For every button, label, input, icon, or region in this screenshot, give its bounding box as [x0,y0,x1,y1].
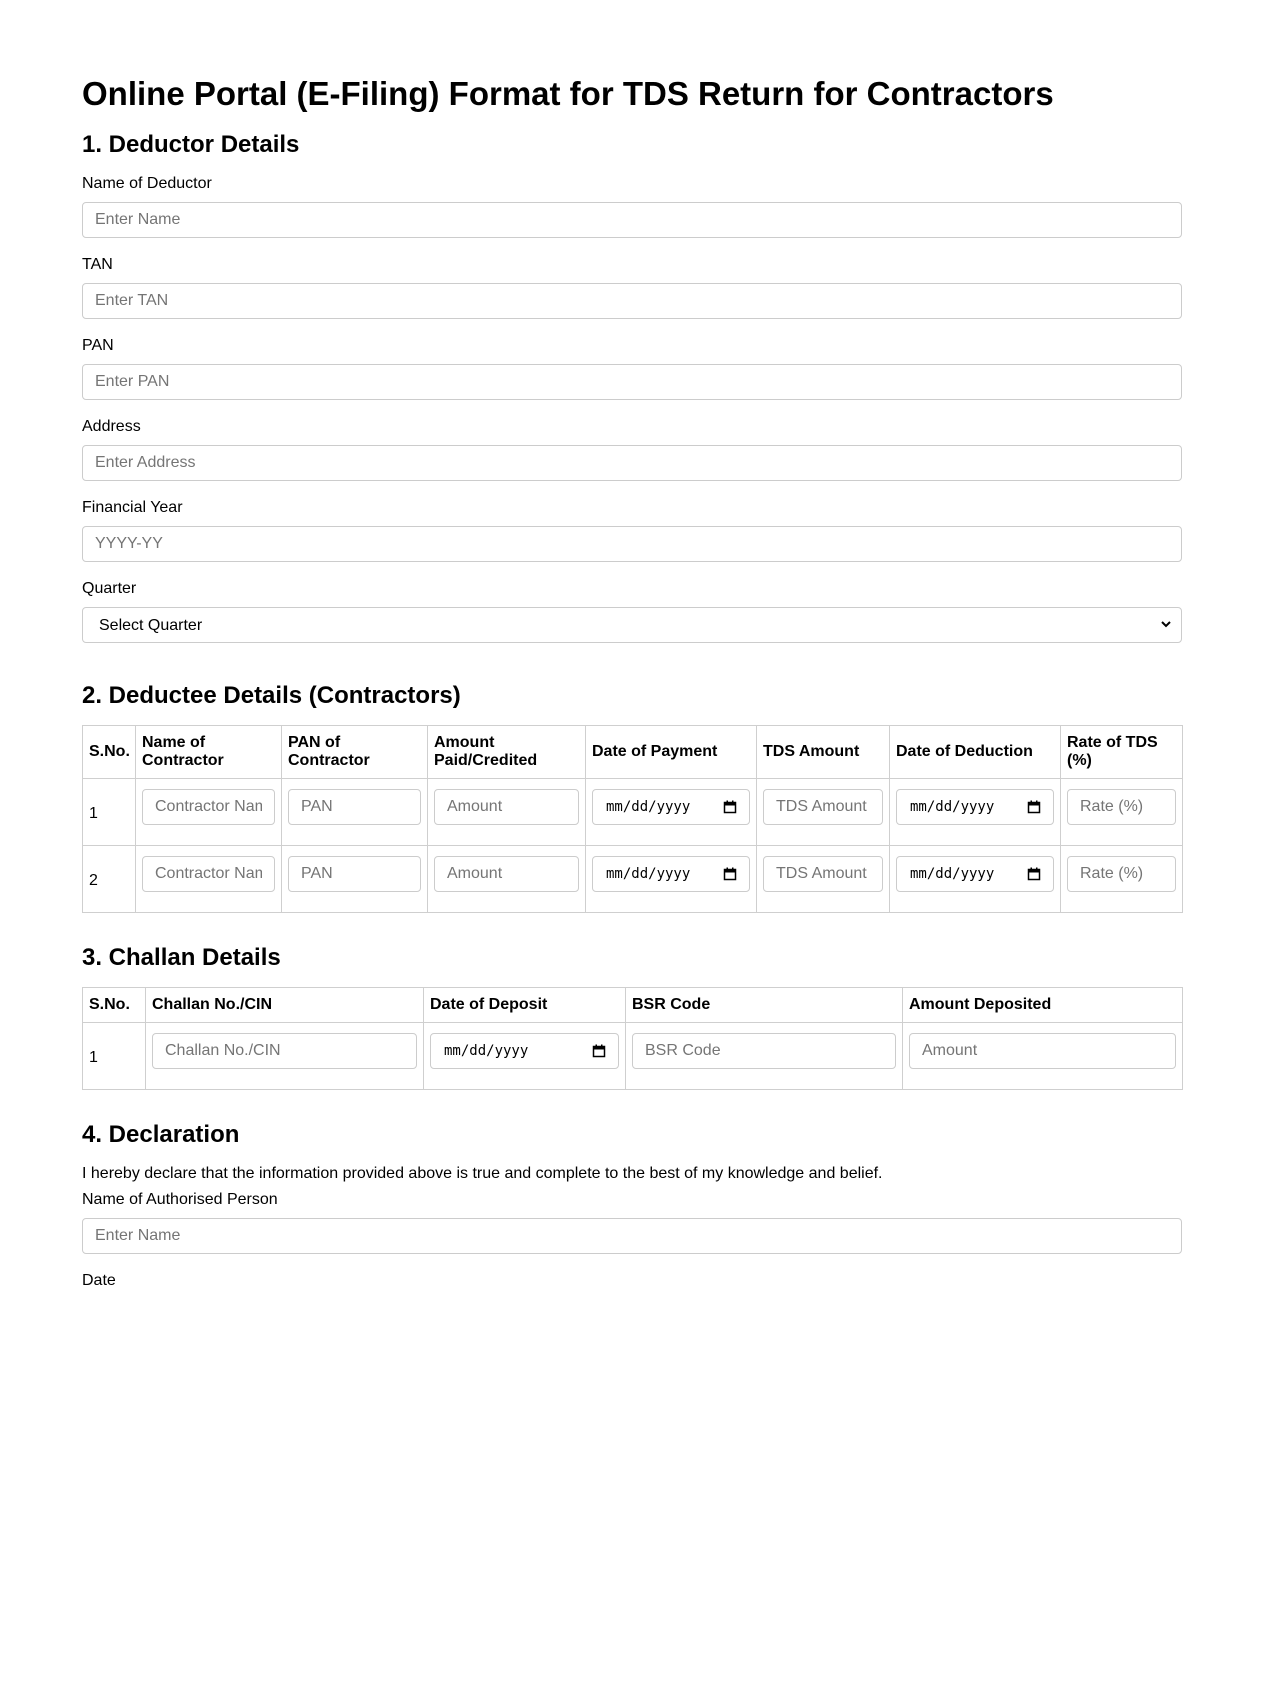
column-header: Date of Deposit [424,988,626,1023]
cell [1061,779,1183,846]
calendar-icon[interactable] [723,800,737,814]
cell [282,846,428,913]
challan-heading: 3. Challan Details [82,944,281,971]
address-label: Address [82,418,141,435]
challan-header-row [83,988,1183,1023]
deductor-section [82,130,1181,643]
deductor-name-input[interactable] [82,202,1182,238]
date-of-payment-input[interactable] [592,789,750,825]
declaration-section [82,1120,1181,1291]
deductor-name-label: Name of Deductor [82,175,212,192]
challan-table [82,987,1183,1090]
tan-field [82,255,1181,319]
table-row [83,779,1183,846]
column-header: S.No. [83,726,136,779]
column-header: Name of Contractor [136,726,282,779]
cell [136,779,282,846]
row-number: 1 [83,1023,146,1090]
cell [1061,846,1183,913]
pan-field [82,336,1181,400]
date-of-deduction-input[interactable] [896,856,1054,892]
contractor-name-input[interactable] [142,856,275,892]
declaration-heading: 4. Declaration [82,1121,240,1148]
cell [890,846,1061,913]
column-header: S.No. [83,988,146,1023]
deductee-section [82,681,1181,913]
calendar-icon[interactable] [592,1044,606,1058]
cell [757,779,890,846]
amount-paid-input[interactable] [434,789,579,825]
authorised-person-label: Name of Authorised Person [82,1191,278,1208]
cell [146,1023,424,1090]
column-header: Challan No./CIN [146,988,424,1023]
calendar-icon[interactable] [1027,800,1041,814]
column-header: Date of Deduction [890,726,1061,779]
financial-year-input[interactable] [82,526,1182,562]
rate-input[interactable] [1067,789,1176,825]
date-placeholder: mm/dd/yyyy [910,799,995,815]
quarter-select-wrap [82,607,1182,643]
tan-label: TAN [82,256,113,273]
authorised-person-field [82,1190,1181,1254]
tan-input[interactable] [82,283,1182,319]
deductor-heading: 1. Deductor Details [82,131,300,158]
cell [757,846,890,913]
cell [136,846,282,913]
quarter-label: Quarter [82,580,137,597]
declaration-date-label: Date [82,1272,116,1289]
date-of-deduction-input[interactable] [896,789,1054,825]
cell [424,1023,626,1090]
column-header: Rate of TDS (%) [1061,726,1183,779]
declaration-text: I hereby declare that the information provided above is true and complete to the best of my knowledge and belief. [82,1165,883,1182]
date-placeholder: mm/dd/yyyy [606,799,691,815]
financial-year-label: Financial Year [82,499,183,516]
pan-input[interactable] [82,364,1182,400]
pan-label: PAN [82,337,114,354]
row-number: 1 [83,779,136,846]
quarter-field [82,579,1181,643]
bsr-code-input[interactable] [632,1033,896,1069]
date-placeholder: mm/dd/yyyy [606,866,691,882]
cell [282,779,428,846]
deductee-heading: 2. Deductee Details (Contractors) [82,682,461,709]
table-row [83,1023,1183,1090]
amount-deposited-input[interactable] [909,1033,1176,1069]
contractor-pan-input[interactable] [288,789,421,825]
date-of-payment-input[interactable] [592,856,750,892]
table-row [83,846,1183,913]
tds-amount-input[interactable] [763,789,883,825]
challan-no-input[interactable] [152,1033,417,1069]
cell [890,779,1061,846]
date-of-deposit-input[interactable] [430,1033,619,1069]
challan-section [82,943,1181,1090]
cell [903,1023,1183,1090]
page-title: Online Portal (E-Filing) Format for TDS Return for Contractors [82,75,1054,112]
deductee-header-row [83,726,1183,779]
deductee-table [82,725,1183,913]
cell [586,846,757,913]
deductor-name-field [82,174,1181,238]
calendar-icon[interactable] [1027,867,1041,881]
quarter-select[interactable] [82,607,1182,643]
amount-paid-input[interactable] [434,856,579,892]
contractor-pan-input[interactable] [288,856,421,892]
address-input[interactable] [82,445,1182,481]
column-header: Date of Payment [586,726,757,779]
date-placeholder: mm/dd/yyyy [910,866,995,882]
column-header: Amount Deposited [903,988,1183,1023]
contractor-name-input[interactable] [142,789,275,825]
cell [428,779,586,846]
date-placeholder: mm/dd/yyyy [444,1043,529,1059]
column-header: PAN of Contractor [282,726,428,779]
column-header: BSR Code [626,988,903,1023]
calendar-icon[interactable] [723,867,737,881]
tds-amount-input[interactable] [763,856,883,892]
cell [428,846,586,913]
address-field [82,417,1181,481]
column-header: Amount Paid/Credited [428,726,586,779]
column-header: TDS Amount [757,726,890,779]
financial-year-field [82,498,1181,562]
row-number: 2 [83,846,136,913]
rate-input[interactable] [1067,856,1176,892]
cell [626,1023,903,1090]
authorised-person-input[interactable] [82,1218,1182,1254]
cell [586,779,757,846]
